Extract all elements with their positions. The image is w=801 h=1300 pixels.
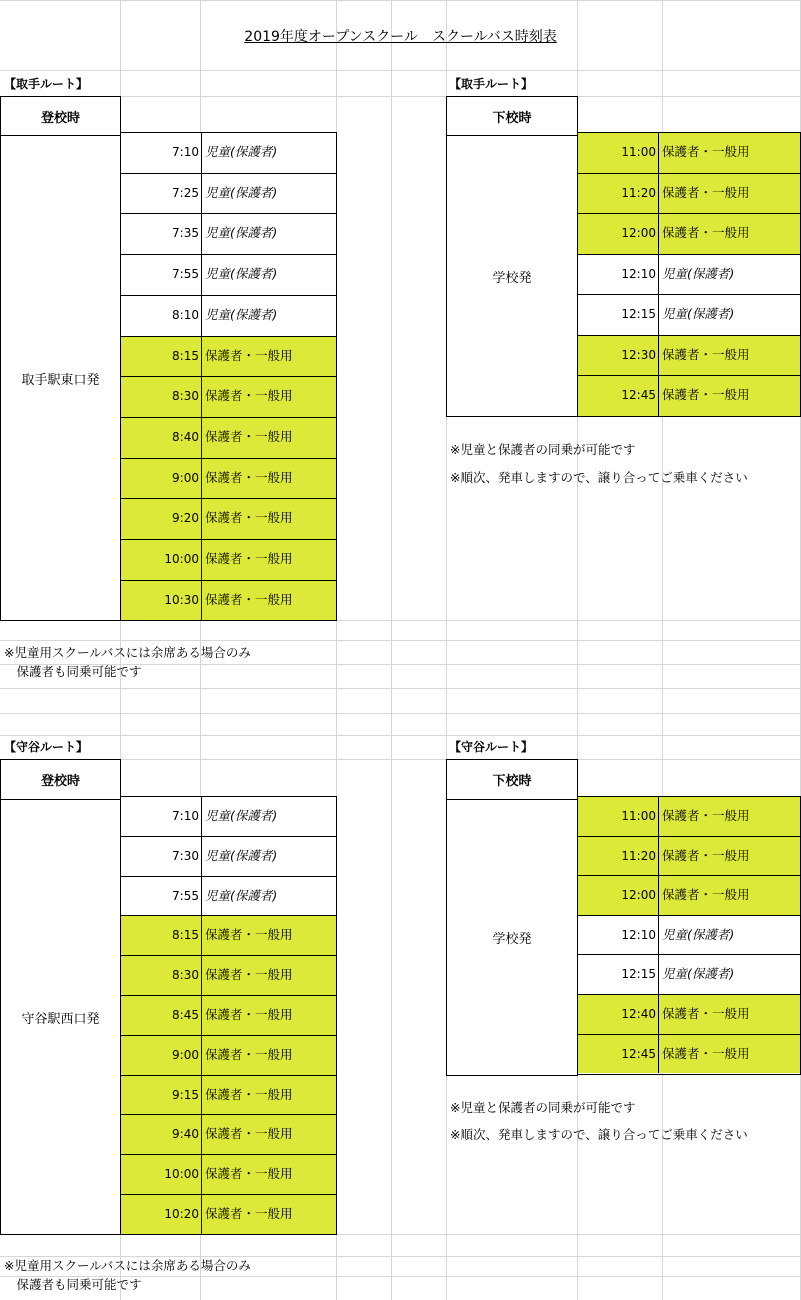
bus-type: 保護者・一般用 [205, 348, 293, 363]
departure-time: 12:00 [578, 876, 659, 915]
schedule-row [121, 1194, 336, 1234]
departure-time: 10:00 [121, 1155, 202, 1194]
bus-type: 保護者・一般用 [205, 388, 293, 403]
departure-time: 11:00 [578, 797, 659, 836]
grid-line [0, 70, 801, 71]
schedule-row [578, 796, 800, 836]
grid-line [0, 688, 801, 689]
departure-time: 7:10 [121, 133, 202, 173]
schedule-row [121, 580, 336, 620]
bus-type: 保護者・一般用 [662, 347, 750, 362]
departure-time: 12:45 [578, 376, 659, 416]
schedule-row [578, 213, 800, 254]
page-title: 2019年度オープンスクール スクールバス時刻表 [244, 29, 557, 45]
schedule-row [121, 796, 336, 836]
departure-time: 9:20 [121, 499, 202, 539]
bus-type: 児童(保護者) [662, 266, 735, 281]
bus-type: 保護者・一般用 [205, 1007, 293, 1022]
route-label-toride-return: 【取手ルート】 [449, 77, 534, 91]
note-line-2: ※順次、発車しますので、譲り合ってご乗車ください [450, 470, 748, 485]
departure-time: 10:30 [121, 581, 202, 620]
schedule-table-toride-go [120, 132, 337, 621]
bus-type: 保護者・一般用 [205, 429, 293, 444]
bus-type: 保護者・一般用 [662, 808, 750, 823]
grid-line [0, 640, 801, 641]
bus-type: 保護者・一般用 [205, 1206, 293, 1221]
bus-type: 児童(保護者) [205, 144, 278, 159]
bus-type: 保護者・一般用 [205, 1047, 293, 1062]
schedule-row [121, 173, 336, 213]
departure-place: 学校発 [446, 799, 578, 1076]
bus-type: 保護者・一般用 [205, 1087, 293, 1102]
route-label-toride-go: 【取手ルート】 [4, 77, 89, 91]
bus-type: 保護者・一般用 [662, 848, 750, 863]
departure-time: 12:10 [578, 255, 659, 294]
departure-time: 8:15 [121, 337, 202, 376]
schedule-row [121, 955, 336, 995]
note-line-1: ※児童と保護者の同乗が可能です [450, 442, 636, 457]
departure-time: 9:40 [121, 1115, 202, 1154]
departure-time: 12:15 [578, 295, 659, 335]
schedule-row [121, 458, 336, 498]
bus-type: 児童(保護者) [205, 185, 278, 200]
bus-type: 保護者・一般用 [662, 225, 750, 240]
schedule-row [578, 132, 800, 173]
schedule-row [578, 335, 800, 375]
route-label-moriya-go: 【守谷ルート】 [4, 740, 89, 754]
departure-time: 9:00 [121, 1036, 202, 1075]
schedule-row [121, 539, 336, 580]
departure-time: 7:10 [121, 797, 202, 836]
departure-time: 11:00 [578, 133, 659, 173]
bus-type: 児童(保護者) [205, 848, 278, 863]
note-line-2: 保護者も同乗可能です [4, 1277, 142, 1292]
bus-type: 保護者・一般用 [205, 1166, 293, 1181]
bus-type: 児童(保護者) [205, 225, 278, 240]
header-departure: 下校時 [446, 96, 578, 136]
bus-type: 児童(保護者) [205, 266, 278, 281]
departure-time: 12:10 [578, 916, 659, 954]
schedule-table-moriya-return [577, 796, 801, 1075]
schedule-row [121, 915, 336, 955]
bus-type: 保護者・一般用 [662, 185, 750, 200]
grid-line [0, 713, 801, 714]
schedule-row [121, 995, 336, 1035]
departure-time: 7:35 [121, 214, 202, 254]
schedule-row [121, 1035, 336, 1075]
note-line-1: ※児童と保護者の同乗が可能です [450, 1100, 636, 1115]
bus-type: 保護者・一般用 [205, 551, 293, 566]
bus-type: 保護者・一般用 [205, 510, 293, 525]
schedule-row [121, 336, 336, 376]
departure-time: 8:30 [121, 956, 202, 995]
schedule-row [121, 295, 336, 336]
departure-time: 12:40 [578, 995, 659, 1034]
departure-time: 9:15 [121, 1076, 202, 1114]
bus-type: 保護者・一般用 [662, 1046, 750, 1061]
header-arrival: 登校時 [0, 759, 121, 800]
schedule-row [121, 376, 336, 417]
departure-time: 11:20 [578, 174, 659, 213]
bus-type: 保護者・一般用 [205, 470, 293, 485]
schedule-row [578, 375, 800, 416]
schedule-row [578, 294, 800, 335]
departure-time: 12:15 [578, 955, 659, 994]
bus-type: 保護者・一般用 [205, 1126, 293, 1141]
schedule-row [578, 915, 800, 954]
header-departure: 下校時 [446, 759, 578, 800]
departure-time: 8:30 [121, 377, 202, 417]
schedule-row [121, 498, 336, 539]
bus-type: 児童(保護者) [205, 888, 278, 903]
bus-type: 保護者・一般用 [662, 1006, 750, 1021]
bus-type: 保護者・一般用 [662, 144, 750, 159]
schedule-row [578, 875, 800, 915]
bus-type: 児童(保護者) [662, 966, 735, 981]
bus-type: 児童(保護者) [205, 307, 278, 322]
departure-time: 12:00 [578, 214, 659, 254]
departure-time: 7:25 [121, 174, 202, 213]
bus-type: 保護者・一般用 [205, 592, 293, 607]
departure-time: 12:30 [578, 336, 659, 375]
bus-type: 保護者・一般用 [205, 927, 293, 942]
departure-time: 11:20 [578, 837, 659, 875]
schedule-row [121, 417, 336, 458]
grid-line [391, 0, 392, 1300]
bus-type: 児童(保護者) [662, 927, 735, 942]
departure-time: 7:55 [121, 255, 202, 295]
bus-type: 保護者・一般用 [662, 387, 750, 402]
bus-type: 保護者・一般用 [662, 887, 750, 902]
schedule-row [121, 836, 336, 876]
note-line-2: ※順次、発車しますので、譲り合ってご乗車ください [450, 1127, 748, 1142]
schedule-row [121, 1154, 336, 1194]
departure-place: 守谷駅西口発 [0, 799, 121, 1235]
departure-time: 7:55 [121, 877, 202, 915]
departure-time: 9:00 [121, 459, 202, 498]
bus-type: 児童(保護者) [205, 808, 278, 823]
departure-time: 8:15 [121, 916, 202, 955]
schedule-row [121, 1075, 336, 1114]
note-line-1: ※児童用スクールバスには余席ある場合のみ [4, 1258, 251, 1273]
schedule-row [121, 254, 336, 295]
bus-type: 保護者・一般用 [205, 967, 293, 982]
departure-place: 取手駅東口発 [0, 135, 121, 621]
grid-line [0, 735, 801, 736]
departure-time: 10:20 [121, 1195, 202, 1234]
schedule-row [578, 994, 800, 1034]
schedule-row [578, 954, 800, 994]
schedule-row [121, 1114, 336, 1154]
departure-time: 8:40 [121, 418, 202, 458]
schedule-row [121, 132, 336, 173]
departure-time: 10:00 [121, 540, 202, 580]
schedule-table-moriya-go [120, 796, 337, 1235]
note-line-1: ※児童用スクールバスには余席ある場合のみ [4, 645, 251, 660]
schedule-row [121, 876, 336, 915]
route-label-moriya-return: 【守谷ルート】 [449, 740, 534, 754]
departure-time: 8:10 [121, 296, 202, 336]
departure-place: 学校発 [446, 135, 578, 417]
departure-time: 12:45 [578, 1035, 659, 1073]
departure-time: 7:30 [121, 837, 202, 876]
schedule-row [578, 836, 800, 875]
departure-time: 8:45 [121, 996, 202, 1035]
schedule-row [578, 173, 800, 213]
note-line-2: 保護者も同乗可能です [4, 664, 142, 679]
schedule-row [578, 1034, 800, 1073]
schedule-row [121, 213, 336, 254]
grid-line [0, 0, 801, 1]
schedule-table-toride-return [577, 132, 801, 417]
header-arrival: 登校時 [0, 96, 121, 136]
bus-type: 児童(保護者) [662, 306, 735, 321]
schedule-row [578, 254, 800, 294]
